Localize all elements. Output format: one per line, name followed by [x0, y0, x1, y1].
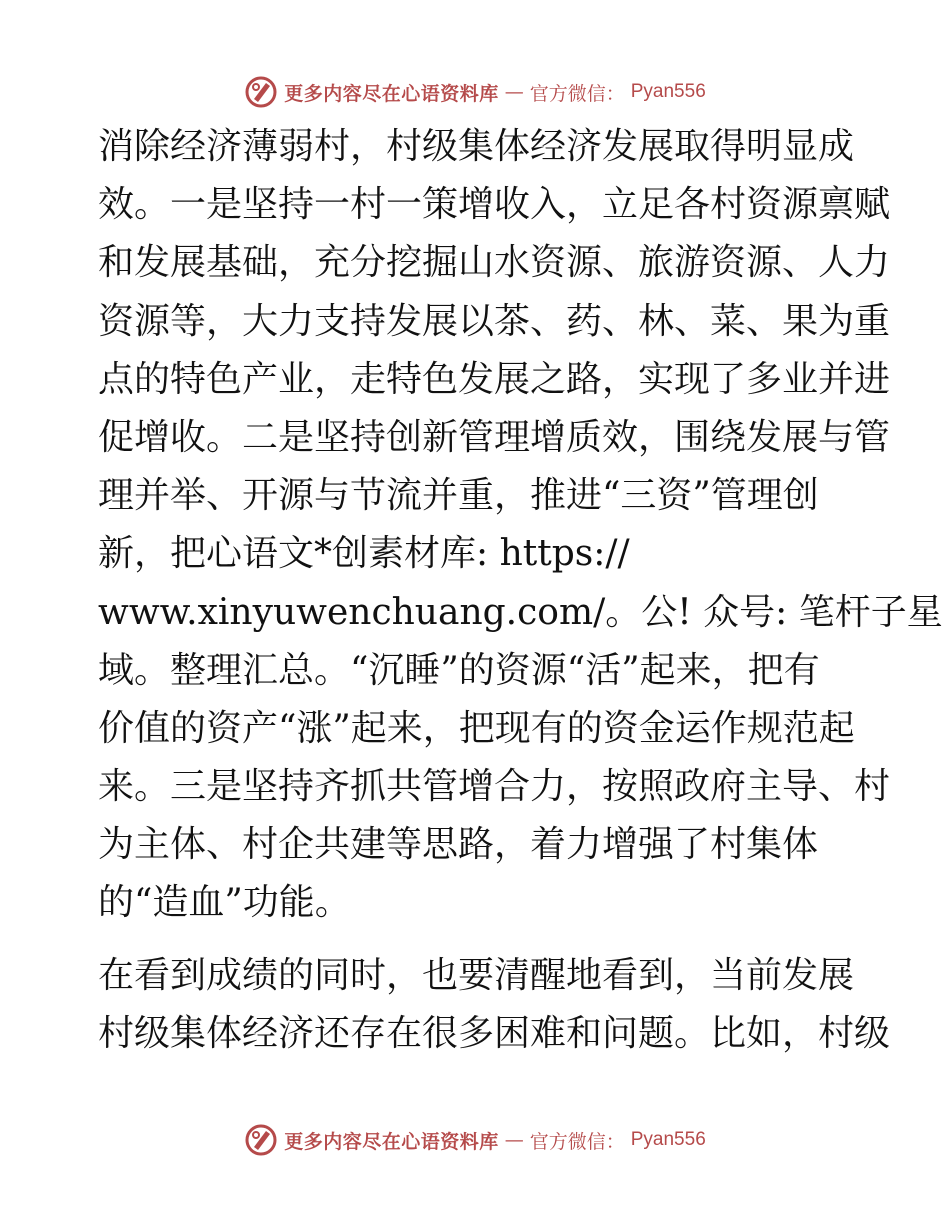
- header-banner: [0, 72, 950, 112]
- document-body: [98, 118, 943, 1063]
- paragraph-spacer: [98, 933, 850, 947]
- header-wechat-id: Pyan556: [630, 81, 706, 102]
- text-line: 在看到成绩的同时，也要清醒地看到，当前发展: [98, 954, 855, 996]
- header-brand-text: 更多内容尽在心语资料库: [284, 82, 499, 105]
- text-line: 效。一是坚持一村一策增收入，立足各村资源禀赋: [98, 184, 891, 226]
- footer-brand-text: 更多内容尽在心语资料库: [284, 1130, 499, 1153]
- text-line: 消除经济薄弱村，村级集体经济发展取得明显成: [98, 126, 855, 167]
- header-wechat-label: 官方微信：: [529, 82, 625, 105]
- text-line: 和发展基础，充分挖掘山水资源、旅游资源、人力: [98, 242, 891, 284]
- text-line: 的“造血”功能。: [98, 882, 351, 924]
- text-line: 资源等，大力支持发展以茶、药、林、菜、果为重: [98, 300, 891, 342]
- brand-logo-icon: [244, 1123, 278, 1157]
- text-line: 点的特色产业，走特色发展之路，实现了多业并进: [98, 358, 891, 400]
- footer-dash: —: [504, 1129, 524, 1151]
- text-line: 新，把心语文*创素材库: https://: [98, 533, 630, 575]
- text-line: 来。三是坚持齐抓共管增合力，按照政府主导、村: [98, 766, 891, 808]
- text-line: 价值的资产“涨”起来，把现有的资金运作规范起: [98, 707, 855, 749]
- text-line: 域。整理汇总。“沉睡”的资源“活”起来，把有: [98, 649, 820, 691]
- footer-wechat-label: 官方微信：: [529, 1130, 625, 1153]
- footer-banner: [0, 1120, 950, 1160]
- paragraph-1: [98, 118, 943, 933]
- text-line: 促增收。二是坚持创新管理增质效，围绕发展与管: [98, 416, 891, 458]
- header-dash: —: [504, 81, 524, 103]
- text-line: 为主体、村企共建等思路，着力增强了村集体: [98, 824, 819, 866]
- footer-wechat-id: Pyan556: [630, 1129, 706, 1150]
- text-line: www.xinyuwenchuang.com/。公! 众号: 笔杆子星: [98, 591, 943, 633]
- paragraph-2: [98, 947, 891, 1063]
- text-line: 理并举、开源与节流并重，推进“三资”管理创: [98, 475, 819, 517]
- text-line: 村级集体经济还存在很多困难和问题。比如，村级: [98, 1012, 891, 1054]
- brand-logo-icon: [244, 75, 278, 109]
